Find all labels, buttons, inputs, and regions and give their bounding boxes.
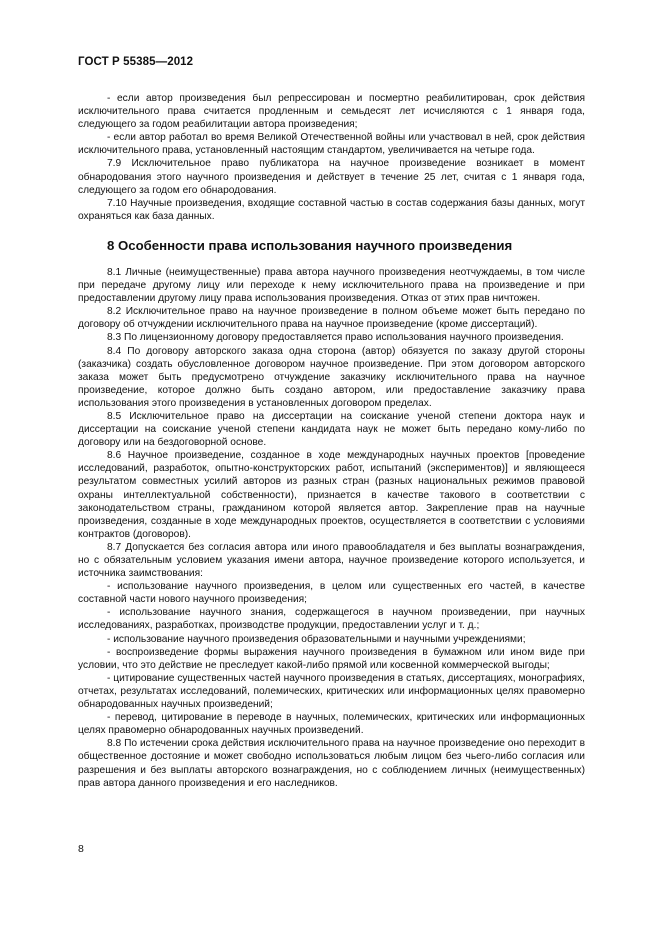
paragraph-8-2: 8.2 Исключительное право на научное произведение в полном объеме может быть передано по договору об отчуждении исключительного права на научное произведение (кроме диссертаций). [78, 306, 585, 331]
list-item-citation: - цитирование существенных частей научного произведения в статьях, диссертациях, монографиях, отчетах, результатах исследований, полемических, критических или информационных целях правомерно обнародованных научных произведений; [78, 672, 585, 711]
paragraph-8-4: 8.4 По договору авторского заказа одна сторона (автор) обязуется по заказу другой стороны (заказчика) создать обусловленное договором научное произведение. При этом договором авторского заказа может быть предусмотрено отчуждение заказчику исключительного права на научное произведение, которое должно быть создано автором, или предоставление заказчику права использования этого произведения в установленных договором пределах. [78, 345, 585, 409]
paragraph-7-9: 7.9 Исключительное право публикатора на научное произведение возникает в момент обнародования этого научного произведения и действует в течение 25 лет, считая с 1 января года, следующего за годом его обнародования. [78, 158, 585, 196]
page-number: 8 [78, 843, 84, 855]
paragraph-8-3: 8.3 По лицензионному договору предоставляется право использования научного произведения. [107, 332, 564, 344]
list-item-reproduction: - воспроизведение формы выражения научного произведения в бумажном или ином виде при условии, что это действие не преследует какой-либо прямой или косвенной коммерческой выгоды; [78, 646, 585, 671]
document-body [78, 92, 585, 790]
list-item-educational-use: - использование научного произведения образовательными и научными учреждениями; [107, 633, 526, 645]
paragraph-repressed-author: - если автор произведения был репрессирован и посмертно реабилитирован, срок действия исключительного права считается продленным и семьдесят лет исчисляются с 1 января года, следующего за годом реабилитации автора произведения; [78, 93, 585, 131]
section-8-heading: 8 Особенности права использования научного произведения [107, 237, 513, 253]
list-item-use-as-part: - использование научного произведения, в целом или существенных его частей, в качестве составной части нового научного произведения; [78, 581, 585, 606]
list-item-translation: - перевод, цитирование в переводе в научных, полемических, критических или информационных целях правомерно обнародованных научных произведений. [78, 712, 585, 737]
paragraph-7-10: 7.10 Научные произведения, входящие составной частью в состав содержания базы данных, могут охраняться как база данных. [78, 197, 585, 222]
list-item-use-knowledge: - использование научного знания, содержащегося в научном произведении, при научных исследованиях, разработках, производстве продукции, предоставлении услуг и т. д.; [78, 607, 585, 632]
paragraph-8-1: 8.1 Личные (неимущественные) права автора научного произведения неотчуждаемы, в том числе при передаче другому лицу или переходе к нему исключительного права на произведение и при предоставлении другому лицу права использования произведения. Отказ от этих прав ничтожен. [78, 266, 585, 305]
paragraph-8-8: 8.8 По истечении срока действия исключительного права на научное произведение оно переходит в общественное достояние и может свободно использоваться любым лицом без чьего-либо согласия или разрешения и без выплаты авторского вознаграждения, но с соблюдением личных (неимущественных) прав автора данного произведения и его наследников. [78, 738, 585, 789]
paragraph-8-7: 8.7 Допускается без согласия автора или иного правообладателя и без выплаты вознаграждения, но с обязательным условием указания имени автора, научное произведение которого используется, и источника заимствования: [78, 541, 585, 580]
paragraph-8-5: 8.5 Исключительное право на диссертации на соискание ученой степени доктора наук и диссертации на соискание ученой степени кандидата наук не может быть передано кому-либо по договору или на бездоговорной основе. [78, 410, 585, 449]
paragraph-war-author: - если автор работал во время Великой Отечественной войны или участвовал в ней, срок действия исключительного права, установленный настоящим стандартом, увеличивается на четыре года. [78, 132, 585, 157]
paragraph-8-6: 8.6 Научное произведение, созданное в ходе международных научных проектов [проведение исследований, разработок, опытно-конструкторских работ, испытаний (экспериментов)] и являющееся результатом совместных усилий авторов из разных стран (разных национальных режимов правовой охраны интеллектуальной собственности), признается в качестве такового в соответствии с законодательством страны, гражданином которой является автор. Закрепление прав на научные произведения, созданные в ходе международных проектов, осуществляется в соответствии с условиями контрактов (договоров). [78, 450, 585, 540]
document-header: ГОСТ Р 55385—2012 [78, 56, 194, 68]
